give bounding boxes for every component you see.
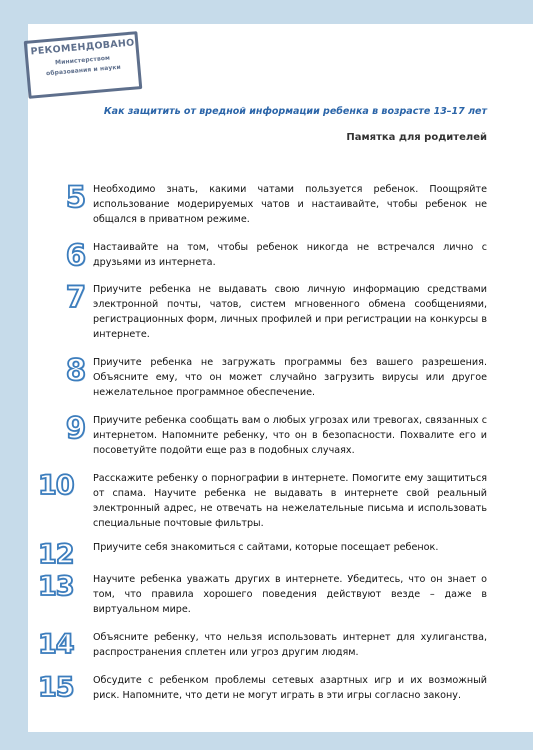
stamp-line-education: образования и науки: [45, 63, 122, 78]
item-text: Научите ребенка уважать других в интернете. Убедитесь, что он знает о том, что правила хорошего поведения действуют везде – даже в виртуальном мире.: [93, 574, 487, 615]
stamp-title: РЕКОМЕНДОВАНО: [30, 37, 136, 58]
item-number: 9: [65, 411, 86, 445]
item-number: 12: [38, 539, 74, 570]
item-text: Приучите себя знакомиться с сайтами, которые посещает ребенок.: [93, 542, 439, 553]
item-number: 6: [65, 238, 86, 272]
item-text: Необходимо знать, какими чатами пользуется ребенок. Поощряйте использование модерируемых чатов и настаивайте, чтобы ребенок не общался в приватном режиме.: [93, 184, 487, 225]
item-text: Настаивайте на том, чтобы ребенок никогда не встречался лично с друзьями из интернета.: [93, 242, 487, 268]
item-text: Приучите ребенка сообщать вам о любых угрозах или тревогах, связанных с интернетом. Напомните ребенку, что он в безопасности. Похвалите его и посоветуйте подойти еще раз в подобных случаях.: [93, 415, 487, 456]
item-number: 15: [38, 672, 74, 703]
item-text: Обсудите с ребенком проблемы сетевых азартных игр и их возможный риск. Напомните, что дети не могут играть в эти игры согласно закону.: [93, 675, 487, 701]
item-text: Приучите ребенка не загружать программы без вашего разрешения. Объясните ему, что он может случайно загрузить вирусы или другое нежелательное программное обеспечение.: [93, 357, 487, 398]
item-text: Приучите ребенка не выдавать свою личную информацию средствами электронной почты, чатов, систем мгновенного обмена сообщениями, регистрационных форм, личных профилей и при регистрации на конкурсы в интернете.: [93, 284, 487, 340]
item-number: 13: [38, 571, 74, 602]
item-number: 7: [65, 280, 86, 314]
recommended-stamp: [24, 31, 143, 99]
memo-title: Памятка для родителей: [346, 132, 487, 143]
stamp-line-ministry: Министерством: [54, 54, 111, 67]
item-text: Объясните ребенку, что нельзя использовать интернет для хулиганства, распространения сплетен или угроз другим людям.: [93, 632, 487, 658]
item-number: 5: [65, 180, 86, 214]
item-number: 8: [65, 353, 86, 387]
document-subtitle: Как защитить от вредной информации ребенка в возрасте 13–17 лет: [103, 106, 487, 117]
item-text: Расскажите ребенку о порнографии в интернете. Помогите ему защититься от спама. Научите ребенка не выдавать в интернете свой реальный электронный адрес, не отвечать на нежелательные письма и использовать специальные почтовые фильтры.: [93, 473, 487, 529]
item-number: 14: [38, 629, 74, 660]
item-number: 10: [38, 470, 74, 501]
